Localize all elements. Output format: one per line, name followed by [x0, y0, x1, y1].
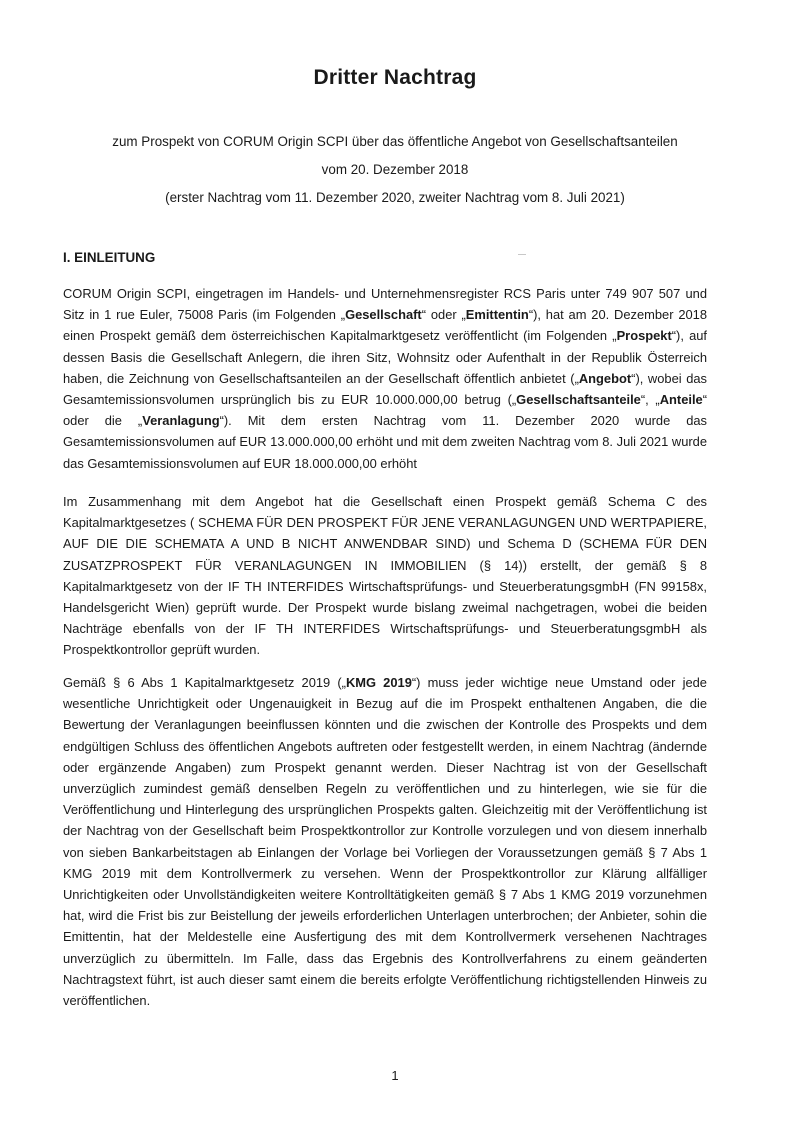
defined-term: Anteile [659, 392, 703, 408]
paragraph-legal-requirements [63, 672, 707, 1011]
defined-term: Gesellschaft [345, 307, 422, 323]
text-run: “), hat am 20. Dezember 2018 einen Prospekt gemäß dem österreichischen Kapitalmarktgesetz veröffentlicht (im Folgenden „ [63, 307, 707, 344]
text-run: “, „ [640, 392, 660, 408]
defined-term: Gesellschaftsanteile [516, 392, 641, 408]
text-run: “ oder „ [421, 307, 466, 323]
defined-term: KMG 2019 [345, 675, 412, 690]
text-run: Im Zusammenhang mit dem Angebot hat die Gesellschaft einen Prospekt gemäß Schema C des Kapitalmarktgesetzes ( SCHEMA FÜR DEN PROSPEKT FÜR JENE VERANLAGUNGEN UND WERTPAPIERE, AUF DIE DIE SCHEMATA A UND B NICHT ANWENDBAR SIND) und Schema D (SCHEMA FÜR DEN ZUSATZPROSPEKT FÜR VERANLAGUNGEN IN IMMOBILIEN (§ 14)) erstellt, der gemäß § 8 Kapitalmarktgesetz von der IF TH INTERFIDES Wirtschaftsprüfungs- und SteuerberatungsgmbH (FN 99158x, Handelsgericht Wien) geprüft wurde. Der Prospekt wurde bislang zweimal nachgetragen, wobei die beiden Nachträge ebenfalls von der IF TH INTERFIDES Wirtschaftsprüfungs- und SteuerberatungsgmbH als Prospektkontrollor geprüft wurden. [63, 494, 707, 658]
text-run: “). Mit dem ersten Nachtrag vom 11. Dezember 2020 wurde das Gesamtemissionsvolumen auf EUR 13.000.000,00 erhöht und mit dem zweiten Nachtrag vom 8. Juli 2021 wurde das Gesamtemissionsvolumen auf EUR 18.000.000,00 erhöht [63, 413, 707, 471]
text-run: “), wobei das Gesamtemissionsvolumen ursprünglich bis zu EUR 10.000.000,00 betrug („ [63, 370, 707, 408]
defined-term: Angebot [578, 370, 632, 386]
page-number: 1 [391, 1068, 399, 1083]
text-run: CORUM Origin SCPI, eingetragen im Handels- und Unternehmensregister RCS Paris unter 749 907 507 und Sitz in 1 rue Euler, 75008 Paris (im Folgenden „ [63, 286, 707, 323]
subtitle-previous-supplements: (erster Nachtrag vom 11. Dezember 2020, zweiter Nachtrag vom 8. Juli 2021) [165, 190, 625, 205]
defined-term: Emittentin [465, 307, 529, 323]
document-title: Dritter Nachtrag [313, 66, 477, 89]
defined-term: Prospekt [616, 328, 672, 344]
text-run: “) muss jeder wichtige neue Umstand oder jede wesentliche Unrichtigkeit oder Ungenauigkeit in Bezug auf die im Prospekt enthaltenen Angaben, die die Bewertung der Veranlagungen beeinflussen könnten und die zwischen der Kontrolle des Prospekts und dem endgültigen Schluss des öffentlichen Angebots auftreten oder festgestellt werden, in einem Nachtrag (ändernde oder ergänzende Angaben) zum Prospekt genannt werden. Dieser Nachtrag ist von der Gesellschaft unverzüglich zumindest gemäß denselben Regeln zu veröffentlichen und zu hinterlegen, wie sie für die Veröffentlichung und Hinterlegung des ursprünglichen Prospekts galten. Gleichzeitig mit der Veröffentlichung ist der Nachtrag von der Gesellschaft beim Prospektkontrollor zur Kontrolle vorzulegen und von diesem innerhalb von sieben Bankarbeitstagen ab Einlangen der Vorlage bei Vorliegen der Voraussetzungen gemäß § 7 Abs 1 KMG 2019 mit dem Kontrollvermerk zu versehen. Wenn der Prospektkontrollor zur Klärung allfälliger Unrichtigkeiten oder Unvollständigkeiten weitere Kontrolltätigkeiten gemäß § 7 Abs 1 KMG 2019 vorzunehmen hat, wird die Frist bis zur Beistellung der jeweils erforderlichen Unterlagen unterbrochen; der Anbieter, sohin die Emittentin, hat der Meldestelle eine Ausfertigung des mit dem Kontrollvermerk versehenen Nachtrages unverzüglich zu übermitteln. Im Falle, dass das Ergebnis des Kontrollverfahrens zu einem geänderten Nachtragstext führt, ist auch dieser samt einem die bereits erfolgte Veröffentlichung richtigstellenden Hinweis zu veröffentlichen. [63, 675, 707, 1009]
paragraph-company-intro [63, 283, 707, 474]
section-heading-introduction: I. EINLEITUNG [63, 250, 156, 265]
text-run: “ oder die „ [63, 392, 707, 429]
text-run: “), auf dessen Basis die Gesellschaft Anlegern, die ihren Sitz, Wohnsitz oder Aufenthalt in der Republik Österreich haben, die Zeichnung von Gesellschaftsanteilen an der Gesellschaft öffentlich anbietet („ [63, 328, 708, 386]
subtitle-date: vom 20. Dezember 2018 [321, 162, 469, 177]
paragraph-prospectus-review [63, 491, 707, 661]
subtitle-prospectus: zum Prospekt von CORUM Origin SCPI über das öffentliche Angebot von Gesellschaftsanteilen [112, 134, 678, 149]
text-run: Gemäß § 6 Abs 1 Kapitalmarktgesetz 2019 („ [63, 675, 346, 690]
defined-term: Veranlagung [142, 413, 220, 429]
scan-mark [518, 254, 526, 255]
